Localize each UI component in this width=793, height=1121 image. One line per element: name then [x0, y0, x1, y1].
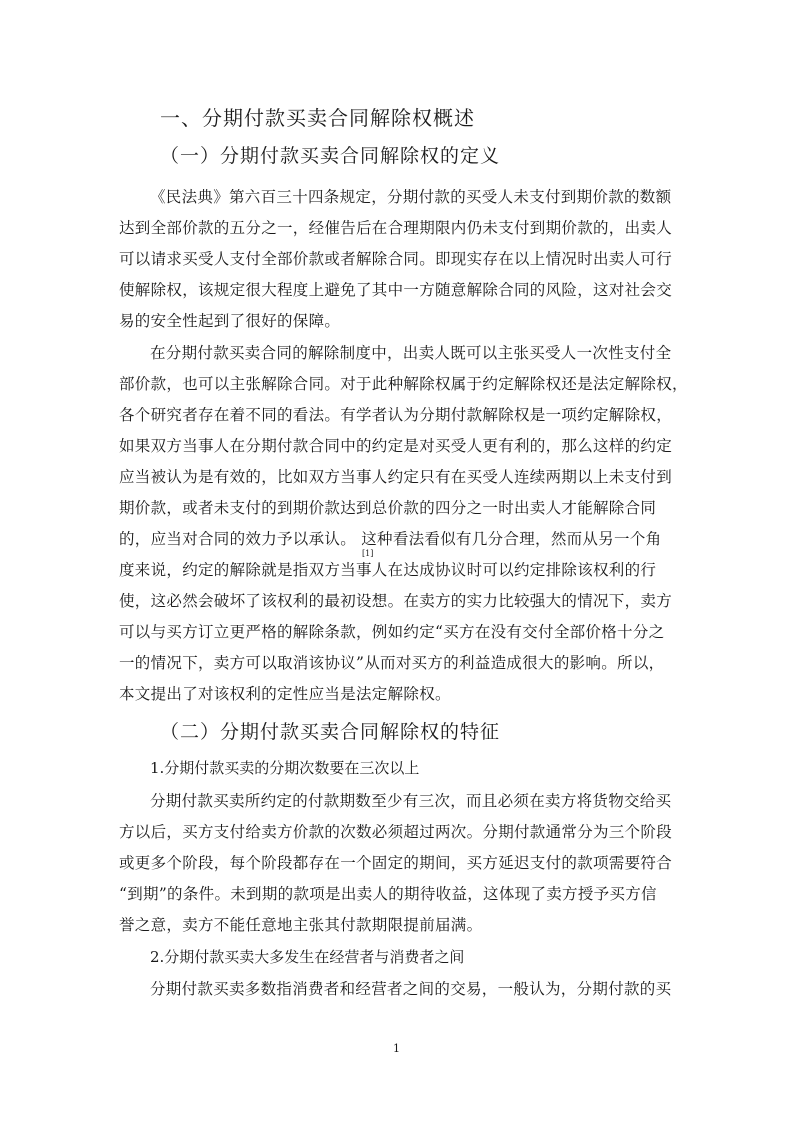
body-line: “到期”的条件。未到期的款项是出卖人的期待收益，这体现了卖方授予买方信	[119, 885, 657, 903]
body-line: 使解除权，该规定很大程度上避免了其中一方随意解除合同的风险，这对社会交	[119, 281, 673, 299]
body-line: 或更多个阶段，每个阶段都存在一个固定的期间，买方延迟支付的款项需要符合	[119, 854, 673, 872]
body-line: 部价款，也可以主张解除合同。对于此种解除权属于约定解除权还是法定解除权，	[119, 375, 688, 393]
section-heading-definition: （一）分期付款买卖合同解除权的定义	[160, 145, 501, 167]
body-line: 期价款，或者未支付的到期价款达到总价款的四分之一时出卖人才能解除合同	[119, 499, 657, 517]
body-line: 各个研究者存在着不同的看法。有学者认为分期付款解除权是一项约定解除权，	[119, 406, 673, 424]
body-line: 分期付款买卖多数指消费者和经营者之间的交易，一般认为，分期付款的买	[150, 980, 672, 998]
body-line: 分期付款买卖所约定的付款期数至少有三次，而且必须在卖方将货物交给买	[150, 792, 672, 810]
subsection-heading-parties: 2.分期付款买卖大多发生在经营者与消费者之间	[150, 948, 465, 966]
footnote-reference[interactable]: [1]	[362, 549, 374, 558]
body-line: 一的情况下，卖方可以取消该协议”从而对买方的利益造成很大的影响。所以，	[119, 654, 665, 672]
body-line: 达到全部价款的五分之一，经催告后在合理期限内仍未支付到期价款的，出卖人	[119, 219, 673, 237]
body-line: 在分期付款买卖合同的解除制度中，出卖人既可以主张买受人一次性支付全	[150, 344, 672, 362]
body-line: 应当被认为是有效的，比如双方当事人约定只有在买受人连续两期以上未支付到	[119, 468, 673, 486]
body-line: 度来说，约定的解除就是指双方当事人在达成协议时可以约定排除该权利的行	[119, 561, 657, 579]
body-line: 使，这必然会破坏了该权利的最初设想。在卖方的实力比较强大的情况下，卖方	[119, 592, 673, 610]
body-line: 如果双方当事人在分期付款合同中的约定是对买受人更有利的，那么这样的约定	[119, 437, 673, 455]
body-line: 誉之意，卖方不能任意地主张其付款期限提前届满。	[119, 916, 483, 934]
body-line: 方以后，买方支付给卖方价款的次数必须超过两次。分期付款通常分为三个阶段	[119, 823, 673, 841]
body-line: 《民法典》第六百三十四条规定，分期付款的买受人未支付到期价款的数额	[150, 188, 672, 206]
body-line: 本文提出了对该权利的定性应当是法定解除权。	[119, 685, 451, 703]
section-heading-features: （二）分期付款买卖合同解除权的特征	[160, 721, 501, 743]
body-line: 易的安全性起到了很好的保障。	[119, 312, 341, 330]
body-line: 可以请求买受人支付全部价款或者解除合同。即现实存在以上情况时出卖人可行	[119, 250, 673, 268]
page-number: 1	[393, 1042, 400, 1055]
body-line: 的，应当对合同的效力予以承认。 这种看法看似有几分合理，然而从另一个角	[119, 530, 662, 548]
subsection-heading-installments: 1.分期付款买卖的分期次数要在三次以上	[150, 759, 420, 777]
chapter-heading: 一、分期付款买卖合同解除权概述	[160, 106, 475, 130]
body-line: 可以与买方订立更严格的解除条款，例如约定“买方在没有交付全部价格十分之	[119, 623, 665, 641]
